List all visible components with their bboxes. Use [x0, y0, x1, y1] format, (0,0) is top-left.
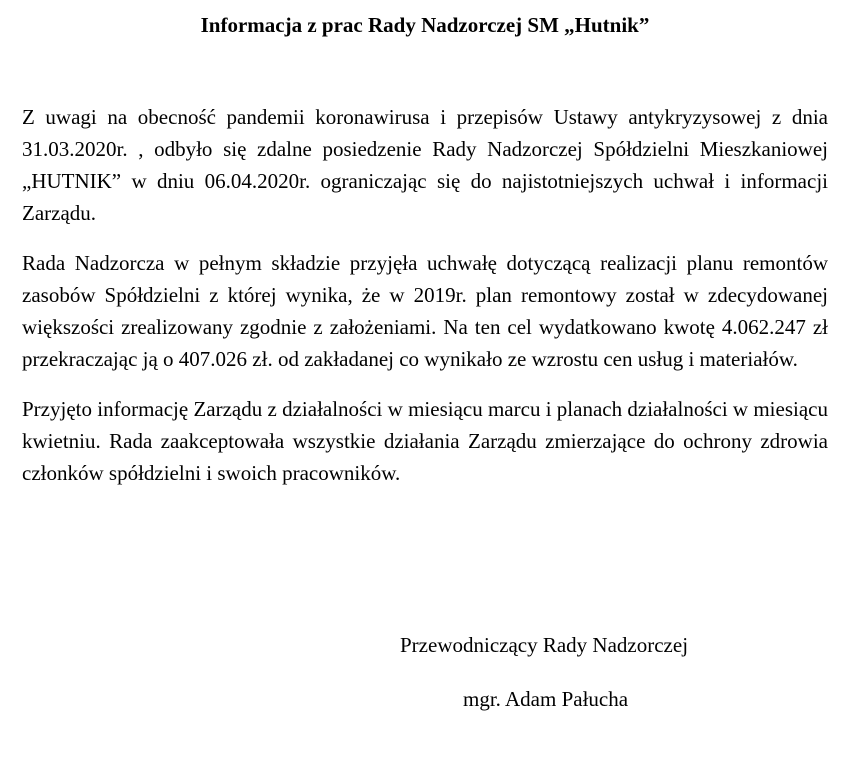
signature-role: Przewodniczący Rady Nadzorczej	[400, 633, 689, 657]
document-title: Informacja z prac Rady Nadzorczej SM „Hutnik”	[200, 13, 650, 37]
signature-name: mgr. Adam Pałucha	[463, 687, 629, 711]
signature-block	[400, 632, 840, 711]
document-body	[22, 101, 828, 507]
paragraph-1: Z uwagi na obecność pandemii koronawirusa i przepisów Ustawy antykryzysowej z dnia 31.03.2020r. , odbyło się zdalne posiedzenie Rady Nadzorczej Spółdzielni Mieszkaniowej „HUTNIK” w dniu 06.04.2020r. ograniczając się do najistotniejszych uchwał i informacji Zarządu.	[22, 105, 828, 225]
paragraph-3: Przyjęto informację Zarządu z działalności w miesiącu marcu i planach działalności w miesiącu kwietniu. Rada zaakceptowała wszystkie działania Zarządu zmierzające do ochrony zdrowia członków spółdzielni i swoich pracowników.	[22, 397, 828, 485]
paragraph-2: Rada Nadzorcza w pełnym składzie przyjęła uchwałę dotyczącą realizacji planu remontów zasobów Spółdzielni z której wynika, że w 2019r. plan remontowy został w zdecydowanej większości zrealizowany zgodnie z założeniami. Na ten cel wydatkowano kwotę 4.062.247 zł przekraczając ją o 407.026 zł. od zakładanej co wynikało ze wzrostu cen usług i materiałów.	[22, 251, 828, 371]
